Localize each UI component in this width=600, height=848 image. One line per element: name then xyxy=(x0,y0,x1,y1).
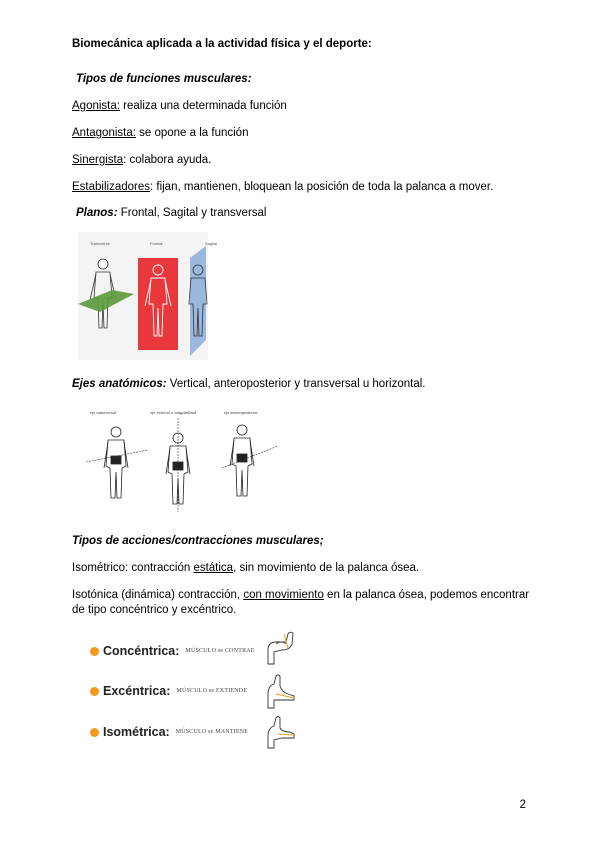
excentrica-desc: MÚSCULO se EXTIENDE xyxy=(176,688,248,694)
ejes-label: Ejes anatómicos: xyxy=(72,378,167,390)
axis-body-1 xyxy=(104,427,128,498)
term: Antagonista: xyxy=(72,127,136,139)
anatomical-planes-figure xyxy=(78,232,218,360)
flexed-arm-icon xyxy=(264,630,298,666)
planos-text: Frontal, Sagital y transversal xyxy=(117,207,267,219)
axis-label-vertical: eje vertical o longitudinal xyxy=(150,410,197,415)
isometrica-name: Isométrica: xyxy=(103,725,170,739)
term: Agonista: xyxy=(72,100,120,112)
planos-line xyxy=(76,206,266,220)
planes-label-frontal: Frontal xyxy=(150,241,163,246)
definition: se opone a la función xyxy=(135,127,249,139)
concentrica-name: Concéntrica: xyxy=(103,644,180,658)
isotonica-keyword: con movimiento xyxy=(243,589,324,601)
frontal-plane xyxy=(138,258,178,350)
funcion-sinergista xyxy=(72,153,211,167)
isometrico-post: , sin movimiento de la palanca ósea. xyxy=(233,562,420,574)
concentrica-desc: MÚSCULO se CONTRAE xyxy=(185,648,255,654)
isometrico-pre: Isométrico: contracción xyxy=(72,562,194,574)
excentrica-name: Excéntrica: xyxy=(103,684,171,698)
planos-label: Planos: xyxy=(76,207,118,219)
isotonica-line xyxy=(72,588,529,602)
bullet-icon xyxy=(90,728,99,737)
isotonica-post: en la palanca ósea, podemos encontrar xyxy=(323,589,530,601)
ejes-line xyxy=(72,377,425,391)
isometrico-keyword: estática xyxy=(193,562,234,574)
axis-label-anteroposterior: eje anteroposterior xyxy=(224,410,258,415)
acciones-heading: Tipos de acciones/contracciones musculares; xyxy=(72,535,324,547)
concentrica-row xyxy=(90,641,255,661)
isotonica-pre: Isotónica (dinámica) contracción, xyxy=(72,589,244,601)
planes-label-transverse: Transverse xyxy=(90,241,110,246)
definition: realiza una determinada función xyxy=(119,100,287,112)
bullet-icon xyxy=(90,687,99,696)
axis-label-transversal: eje transversal xyxy=(90,410,116,415)
extending-arm-icon xyxy=(264,674,298,710)
funcion-antagonista xyxy=(72,126,248,140)
ejes-text: Vertical, anteroposterior y transversal u horizontal. xyxy=(166,378,426,390)
definition: : colabora ayuda. xyxy=(123,154,212,166)
funcion-agonista xyxy=(72,99,287,113)
isotonica-line-2: de tipo concéntrico y excéntrico. xyxy=(72,604,237,616)
axis-body-3 xyxy=(230,425,254,496)
term: Estabilizadores xyxy=(72,181,150,193)
funcion-estabilizadores xyxy=(72,180,493,194)
isometrica-row xyxy=(90,722,248,742)
page-number: 2 xyxy=(519,799,526,811)
planes-label-sagital: Sagital xyxy=(205,241,218,246)
document-title: Biomecánica aplicada a la actividad física y el deporte: xyxy=(72,38,372,50)
sagital-plane xyxy=(190,246,206,356)
isometrico-line xyxy=(72,561,419,575)
bullet-icon xyxy=(90,647,99,656)
term: Sinergista xyxy=(72,154,124,166)
isometrica-desc: MÚSCULO se MANTIENE xyxy=(175,729,249,735)
funciones-heading: Tipos de funciones musculares: xyxy=(76,73,252,85)
holding-arm-icon xyxy=(264,714,298,750)
anatomical-axes-figure xyxy=(82,406,282,514)
definition: : fijan, mantienen, bloquean la posición de toda la palanca a mover. xyxy=(149,181,494,193)
excentrica-row xyxy=(90,681,247,701)
